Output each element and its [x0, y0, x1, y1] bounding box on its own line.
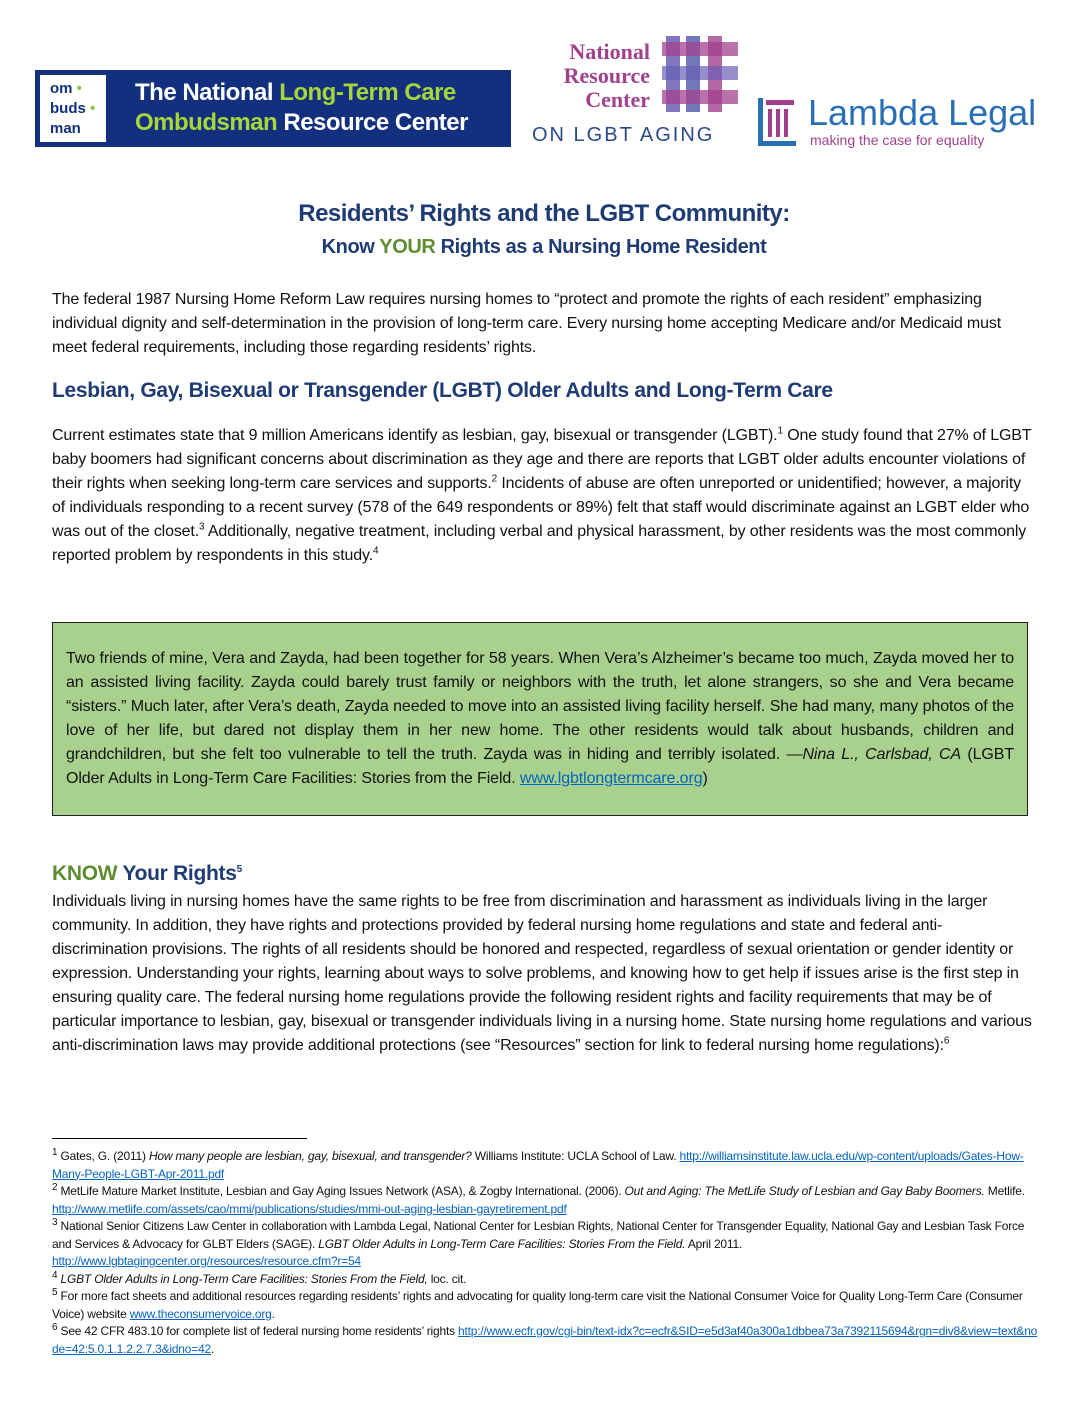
footnote-5: $^5$ For more fact sheets and additional resources regarding residents’ rights and advocating for quality long-term care visit the National Consumer Voice for Quality Long-Term Care (Consumer Voice) website www.theconsumervoice.org. [52, 1287, 1023, 1321]
intro-paragraph: The federal 1987 Nursing Home Reform Law requires nursing homes to “protect and promote the rights of each resident” emphasizing individual dignity and self-determination in the provision of long-term care. Every nursing home accepting Medicare and/or Medicaid must meet federal requirements, including those regarding residents’ rights. [52, 291, 1001, 356]
ombudsman-logo [35, 70, 511, 147]
ombudsman-name: The National Long-Term Care Ombudsman Resource Center [135, 79, 468, 136]
know-rights-paragraph: Individuals living in nursing homes have the same rights to be free from discrimination and harassment as individuals living in the larger community. In addition, they have rights and protections provided by federal nursing home regulations and state and federal anti-discrimination provisions. The rights of all residents should be honored and respected, regardless of sexual orientation or gender identity or expression. Understanding your rights, learning about ways to solve problems, and knowing how to get help if issues arise is the first step in ensuring quality care. The federal nursing home regulations provide the following resident rights and facility requirements that may be of particular importance to lesbian, gay, bisexual or transgender individuals living in a nursing home. State nursing home regulations and various anti-discrimination laws may provide additional protections (see “Resources” section for link to federal nursing home regulations):$^6$ [52, 893, 1032, 1054]
footnote-3: $^3$ National Senior Citizens Law Center in collaboration with Lambda Legal, National Center for Lesbian Rights, National Center for Transgender Equality, National Gay and Lesbian Task Force and Services & Advocacy for GLBT Elders (SAGE). LGBT Older Adults in Long-Term Care Facilities: Stories From the Field. April 2011. http://www.lgbtagingcenter.org/resources/resource.cfm?r=54 [52, 1217, 1025, 1268]
lambda-column-icon [758, 98, 796, 146]
footnote-1: $^1$ Gates, G. (2011) How many people are lesbian, gay, bisexual, and transgender? Williams Institute: UCLA School of Law. http://williamsinstitute.law.ucla.edu/wp-content/uploads/Gates-How-Many-People-LGBT-Apr-2011.pdf [52, 1147, 1024, 1181]
mark-line: om [50, 80, 73, 97]
footnote-ref: 4 [372, 545, 379, 557]
nrc-weave-icon [662, 36, 738, 112]
footnote-link[interactable]: http://www.lgbtagingcenter.org/resources/resource.cfm?r=54 [52, 1254, 361, 1268]
footnote-ref: 6 [943, 1035, 950, 1047]
footnote-link[interactable]: http://www.metlife.com/assets/cao/mmi/publications/studies/mmi-out-aging-lesbian-gayretirement.pdf [52, 1201, 567, 1216]
footnote-4: $^4$ LGBT Older Adults in Long-Term Care Facilities: Stories From the Field, loc. cit. [52, 1269, 467, 1286]
quote-attribution: —Nina L., Carlsbad, CA [786, 746, 962, 763]
mark-line: buds [50, 100, 86, 117]
nrc-name: National Resource Center [563, 39, 650, 112]
nrc-tagline: ON LGBT AGING [532, 124, 715, 146]
lgbtlongtermcare-link[interactable]: www.lgbtlongtermcare.org [519, 770, 703, 787]
section-heading-know-rights: KNOW Your Rights$^5$ [52, 862, 242, 885]
ombudsman-mark: om • buds • man [40, 75, 106, 142]
lambda-name: Lambda Legal [808, 92, 1037, 133]
footnote-ref: 1 [777, 425, 783, 437]
footnotes [52, 1148, 1042, 1358]
lgbt-paragraph: Current estimates state that 9 million Americans identify as lesbian, gay, bisexual or transgender (LGBT).$^1$ One study found that 27% of LGBT baby boomers had significant concerns about discrimination as they age and there are reports that LGBT older adults encounter violations of their rights when seeking long-term care services and supports.$^2$ Incidents of abuse are often unreported or unidentified; however, a majority of individuals responding to a recent survey (578 of the 649 respondents or 89%) felt that staff would discriminate against an LGBT elder who was out of the closet.$^3$ Additionally, negative treatment, including verbal and physical harassment, by other residents was the most commonly reported problem by respondents in this study.$^4$ [52, 425, 1032, 564]
mark-line: man [50, 120, 81, 137]
footnote-ref: 2 [491, 473, 498, 485]
footnote-link[interactable]: http://www.ecfr.gov/cgi-bin/text-idx?c=ecfr&SID=e5d3af40a300a1dbbea73a7392115694&rgn=div8&view=text&node=42:5.0.1.1.2.2.7.3&idno=42 [52, 1324, 1038, 1356]
lambda-tagline: making the case for equality [810, 132, 985, 148]
page-subtitle: Know YOUR Rights as a Nursing Home Resident [321, 236, 767, 258]
footnote-ref: 5 [236, 864, 242, 875]
footnote-ref: 3 [199, 521, 205, 533]
quote-box: Two friends of mine, Vera and Zayda, had been together for 58 years. When Vera’s Alzheimer’s became too much, Zayda moved her to an assisted living facility. Zayda could barely trust family or neighbors with the truth, let alone strangers, so she and Vera became “sisters.” Much later, after Vera’s death, Zayda needed to move into an assisted living facility herself. She had many, many photos of the love of her life, but dared not display them in her new home. The other residents would talk about husbands, children and grandchildren, but she felt too vulnerable to tell the truth. Zayda was in hiding and terribly isolated. —Nina L., Carlsbad, CA (LGBT Older Adults in Long-Term Care Facilities: Stories from the Field. www.lgbtlongtermcare.org) [52, 622, 1028, 816]
footnote-link[interactable]: http://williamsinstitute.law.ucla.edu/wp-content/uploads/Gates-How-Many-People-LGBT-Apr-2011.pdf [52, 1149, 1024, 1181]
footnote-2: $^2$ MetLife Mature Market Institute, Lesbian and Gay Aging Issues Network (ASA), & Zogby International. (2006). Out and Aging: The MetLife Study of Lesbian and Gay Baby Boomers. Metlife. http://www.metlife.com/assets/cao/mmi/publications/studies/mmi-out-aging-lesbian-gayretirement.pdf [52, 1182, 1025, 1216]
footnote-divider [52, 1138, 307, 1139]
section-heading-lgbt: Lesbian, Gay, Bisexual or Transgender (LGBT) Older Adults and Long-Term Care [52, 379, 833, 402]
footnote-link[interactable]: www.theconsumervoice.org [129, 1306, 272, 1321]
page-title: Residents’ Rights and the LGBT Community: [298, 200, 790, 227]
footnote-6: $^6$ See 42 CFR 483.10 for complete list of federal nursing home residents’ rights http://www.ecfr.gov/cgi-bin/text-idx?c=ecfr&SID=e5d3af40a300a1dbbea73a7392115694&rgn=div8&view=text&node=42:5.0.1.1.2.2.7.3&idno=42. [52, 1322, 1038, 1356]
quote-text: Two friends of mine, Vera and Zayda, had been together for 58 years. When Vera’s Alzheimer’s became too much, Zayda moved her to an assisted living facility. Zayda could barely trust family or neighbors with the truth, let alone strangers, so she and Vera became “sisters.” Much later, after Vera’s death, Zayda needed to move into an assisted living facility herself. She had many, many photos of the love of her life, but dared not display them in her new home. The other residents would talk about husbands, children and grandchildren, but she felt too vulnerable to tell the truth. Zayda was in hiding and terribly isolated. [66, 650, 1014, 763]
